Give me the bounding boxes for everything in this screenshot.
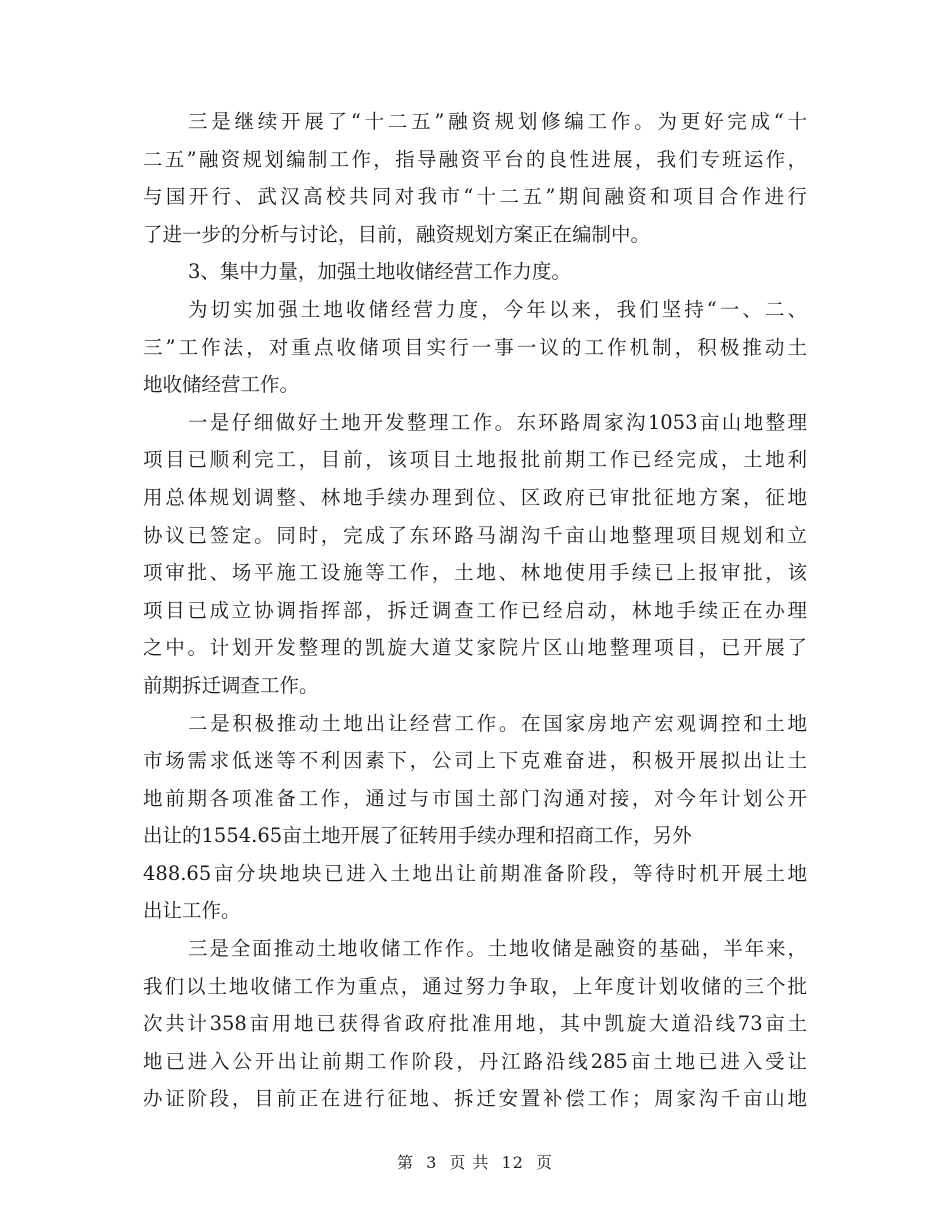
text-line: 二是积极推动土地出让经营工作。在国家房地产宏观调控和土地 [188,711,807,735]
text-line: 三是继续开展了“十二五”融资规划修编工作。为更好完成“十 [188,110,807,133]
text-line: 与国开行、武汉高校共同对我市“十二五”期间融资和项目合作进行 [143,185,807,209]
text-line: 地前期各项准备工作，通过与市国土部门沟通对接，对今年计划公开 [143,786,807,810]
text-line: 二五”融资规划编制工作，指导融资平台的良性进展，我们专班运作， [143,147,807,171]
document-body [143,103,807,1118]
text-line: 项目已顺利完工，目前，该项目土地报批前期工作已经完成，土地利 [143,448,807,472]
text-line: 为切实加强土地收储经营力度，今年以来，我们坚持“一、二、 [188,297,807,321]
text-line: 出让工作。 [143,899,241,923]
text-line: 地收储经营工作。 [143,373,300,397]
text-line: 市场需求低迷等不利因素下，公司上下克难奋进，积极开展拟出让土 [143,749,807,773]
text-line: 之中。计划开发整理的凯旋大道艾家院片区山地整理项目，已开展了 [143,636,807,660]
text-line: 三”工作法，对重点收储项目实行一事一议的工作机制，积极推动土 [143,335,807,359]
text-line: 一是仔细做好土地开发整理工作。东环路周家沟1053亩山地整理 [188,410,807,434]
text-line: 办证阶段，目前正在进行征地、拆迁安置补偿工作；周家沟千亩山地 [143,1087,807,1111]
text-line: 出让的1554.65亩土地开展了征转用手续办理和招商工作，另外 [143,824,692,848]
text-line: 3、集中力量，加强土地收储经营工作力度。 [188,260,571,284]
footer-prefix: 第 [396,1153,414,1172]
footer-middle: 页 共 [449,1153,490,1172]
current-page-number: 3 [426,1153,438,1172]
text-line: 项审批、场平施工设施等工作，土地、林地使用手续已上报审批，该 [143,561,807,585]
text-line: 用总体规划调整、林地手续办理到位、区政府已审批征地方案，征地 [143,485,807,509]
text-line: 前期拆迁调查工作。 [143,673,319,697]
text-line: 三是全面推动土地收储工作作。土地收储是融资的基础，半年来， [188,937,807,961]
text-line: 项目已成立协调指挥部，拆迁调查工作已经启动，林地手续正在办理 [143,598,807,622]
text-line: 488.65亩分块地块已进入土地出让前期准备阶段，等待时机开展土地 [143,861,807,885]
text-line: 我们以土地收储工作为重点，通过努力争取，上年度计划收储的三个批 [143,974,807,998]
text-line: 了进一步的分析与讨论，目前，融资规划方案正在编制中。 [143,222,651,246]
text-line: 次共计358亩用地已获得省政府批准用地，其中凯旋大道沿线73亩土 [143,1012,807,1036]
total-page-count: 12 [501,1153,524,1172]
text-line: 协议已签定。同时，完成了东环路马湖沟千亩山地整理项目规划和立 [143,523,807,547]
page-footer [0,1150,950,1173]
text-line: 地已进入公开出让前期工作阶段，丹江路沿线285亩土地已进入受让 [143,1049,807,1073]
footer-suffix: 页 [536,1153,554,1172]
